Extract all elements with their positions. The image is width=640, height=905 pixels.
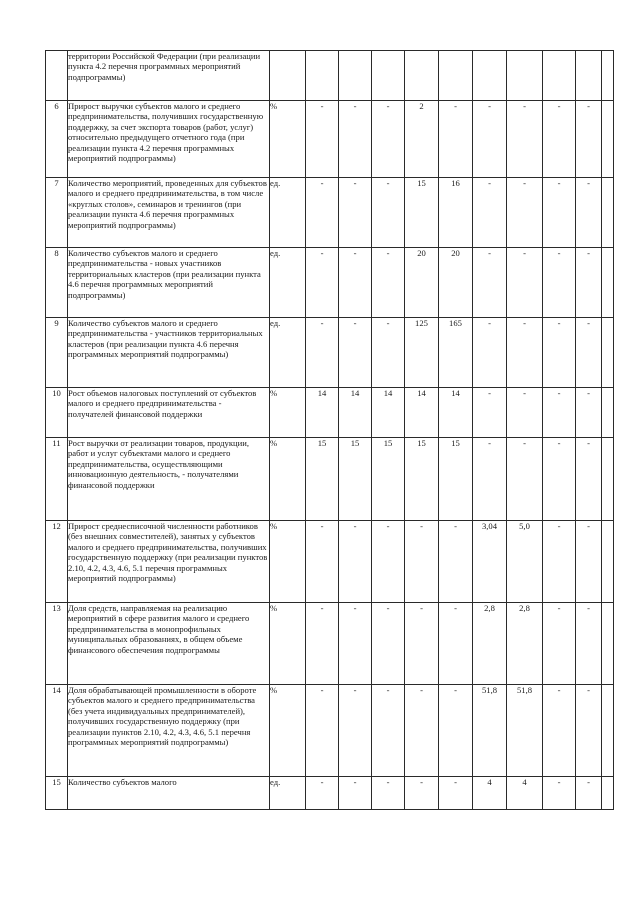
value-cell: - xyxy=(543,178,576,248)
value-cell: - xyxy=(473,248,507,318)
value-cell: - xyxy=(576,318,602,388)
value-cell: - xyxy=(543,603,576,685)
table-body xyxy=(46,51,614,810)
value-cell: - xyxy=(576,438,602,521)
value-cell: - xyxy=(306,603,339,685)
table-row xyxy=(46,318,614,388)
indicator-description: Рост объемов налоговых поступлений от субъектов малого и среднего предпринимательства - получателей финансовой поддержки xyxy=(68,388,270,438)
value-cell: - xyxy=(439,603,473,685)
unit-cell: ед. xyxy=(270,777,306,810)
value-cell: 4 xyxy=(507,777,543,810)
value-cell xyxy=(602,248,614,318)
value-cell xyxy=(602,603,614,685)
value-cell: - xyxy=(339,178,372,248)
value-cell: 16 xyxy=(439,178,473,248)
unit-cell: % xyxy=(270,388,306,438)
value-cell: - xyxy=(543,388,576,438)
row-number: 15 xyxy=(46,777,68,810)
value-cell xyxy=(602,178,614,248)
value-cell: - xyxy=(306,318,339,388)
value-cell xyxy=(439,51,473,101)
value-cell: - xyxy=(306,521,339,603)
value-cell: - xyxy=(372,178,405,248)
value-cell xyxy=(372,51,405,101)
value-cell: 14 xyxy=(405,388,439,438)
value-cell xyxy=(339,51,372,101)
value-cell xyxy=(602,101,614,178)
value-cell: - xyxy=(473,438,507,521)
value-cell xyxy=(507,51,543,101)
value-cell: - xyxy=(405,521,439,603)
value-cell: - xyxy=(339,521,372,603)
value-cell xyxy=(576,51,602,101)
table-row xyxy=(46,248,614,318)
row-number: 6 xyxy=(46,101,68,178)
value-cell: - xyxy=(473,388,507,438)
value-cell: - xyxy=(576,521,602,603)
value-cell: 51,8 xyxy=(473,685,507,777)
value-cell: - xyxy=(543,318,576,388)
row-number: 10 xyxy=(46,388,68,438)
value-cell: 14 xyxy=(339,388,372,438)
value-cell: 2,8 xyxy=(507,603,543,685)
value-cell: 20 xyxy=(405,248,439,318)
value-cell: - xyxy=(543,248,576,318)
value-cell: 51,8 xyxy=(507,685,543,777)
value-cell: 15 xyxy=(405,438,439,521)
value-cell: - xyxy=(339,318,372,388)
indicators-table xyxy=(45,50,614,810)
value-cell xyxy=(543,51,576,101)
value-cell xyxy=(602,388,614,438)
value-cell: - xyxy=(372,603,405,685)
value-cell: - xyxy=(306,685,339,777)
value-cell: - xyxy=(473,318,507,388)
value-cell: - xyxy=(576,777,602,810)
value-cell: 14 xyxy=(372,388,405,438)
indicator-description: Количество субъектов малого xyxy=(68,777,270,810)
value-cell: 15 xyxy=(405,178,439,248)
value-cell: - xyxy=(405,777,439,810)
value-cell: 20 xyxy=(439,248,473,318)
value-cell: 4 xyxy=(473,777,507,810)
table-row xyxy=(46,178,614,248)
value-cell: 3,04 xyxy=(473,521,507,603)
value-cell: - xyxy=(576,685,602,777)
row-number: 14 xyxy=(46,685,68,777)
value-cell: - xyxy=(372,248,405,318)
value-cell: - xyxy=(372,318,405,388)
value-cell: - xyxy=(507,101,543,178)
value-cell: - xyxy=(507,388,543,438)
value-cell: - xyxy=(507,178,543,248)
unit-cell: ед. xyxy=(270,248,306,318)
value-cell: - xyxy=(576,248,602,318)
indicator-description: Прирост среднесписочной численности работников (без внешних совместителей), занятых у субъектов малого и среднего предпринимательства, получивших государственную поддержку (при реализации пунктов 2.10, 4.2, 4.3, 4.6, 5.1 перечня программных мероприятий подпрограммы) xyxy=(68,521,270,603)
value-cell: - xyxy=(405,603,439,685)
row-number: 11 xyxy=(46,438,68,521)
value-cell: 125 xyxy=(405,318,439,388)
value-cell: 5,0 xyxy=(507,521,543,603)
value-cell: - xyxy=(339,685,372,777)
value-cell: - xyxy=(507,438,543,521)
value-cell: - xyxy=(543,438,576,521)
indicator-description: Доля обрабатывающей промышленности в обороте субъектов малого и среднего предпринимательства (без учета индивидуальных предпринимателей), получивших государственную поддержку (при реализации пунктов 2.10, 4.2, 4.3, 4.6, 5.1 перечня программных мероприятий подпрограммы) xyxy=(68,685,270,777)
value-cell: - xyxy=(372,685,405,777)
unit-cell: % xyxy=(270,438,306,521)
value-cell: - xyxy=(306,101,339,178)
value-cell xyxy=(602,521,614,603)
table-row xyxy=(46,388,614,438)
value-cell: 14 xyxy=(306,388,339,438)
value-cell: - xyxy=(543,101,576,178)
value-cell xyxy=(602,438,614,521)
indicator-description: Количество мероприятий, проведенных для субъектов малого и среднего предпринимательства, в том числе «круглых столов», семинаров и тренингов (при реализации пункта 4.6 перечня программных мероприятий подпрограммы) xyxy=(68,178,270,248)
unit-cell: % xyxy=(270,521,306,603)
value-cell: - xyxy=(543,521,576,603)
indicator-description: территории Российской Федерации (при реализации пункта 4.2 перечня программных мероприятий подпрограммы) xyxy=(68,51,270,101)
value-cell xyxy=(602,51,614,101)
value-cell: 15 xyxy=(339,438,372,521)
unit-cell xyxy=(270,51,306,101)
value-cell: - xyxy=(306,178,339,248)
value-cell: - xyxy=(507,318,543,388)
value-cell: - xyxy=(339,603,372,685)
value-cell: - xyxy=(306,248,339,318)
value-cell: - xyxy=(543,777,576,810)
row-number: 8 xyxy=(46,248,68,318)
row-number xyxy=(46,51,68,101)
table-row xyxy=(46,51,614,101)
unit-cell: ед. xyxy=(270,178,306,248)
indicator-description: Количество субъектов малого и среднего предпринимательства - участников территориальных кластеров (при реализации пункта 4.6 перечня программных мероприятий подпрограммы) xyxy=(68,318,270,388)
value-cell: - xyxy=(339,248,372,318)
table-row xyxy=(46,101,614,178)
value-cell: 2 xyxy=(405,101,439,178)
value-cell: - xyxy=(339,777,372,810)
unit-cell: % xyxy=(270,603,306,685)
value-cell: 15 xyxy=(372,438,405,521)
value-cell: 14 xyxy=(439,388,473,438)
indicator-description: Доля средств, направляемая на реализацию мероприятий в сфере развития малого и среднего предпринимательства в монопрофильных муниципальных образованиях, в общем объеме финансового обеспечения подпрограммы xyxy=(68,603,270,685)
value-cell: - xyxy=(576,101,602,178)
value-cell: - xyxy=(439,777,473,810)
indicator-description: Прирост выручки субъектов малого и среднего предпринимательства, получивших государственную поддержку, за счет экспорта товаров (работ, услуг) относительно предыдущего отчетного года (при реализации пункта 4.2 перечня программных мероприятий подпрограммы) xyxy=(68,101,270,178)
value-cell xyxy=(306,51,339,101)
value-cell xyxy=(473,51,507,101)
value-cell xyxy=(602,777,614,810)
value-cell: - xyxy=(339,101,372,178)
value-cell: - xyxy=(405,685,439,777)
row-number: 7 xyxy=(46,178,68,248)
value-cell: - xyxy=(372,521,405,603)
value-cell: 15 xyxy=(306,438,339,521)
value-cell xyxy=(602,685,614,777)
value-cell: 165 xyxy=(439,318,473,388)
table-row xyxy=(46,777,614,810)
value-cell xyxy=(405,51,439,101)
value-cell: - xyxy=(372,101,405,178)
value-cell: - xyxy=(576,388,602,438)
value-cell xyxy=(602,318,614,388)
value-cell: 15 xyxy=(439,438,473,521)
value-cell: - xyxy=(473,101,507,178)
unit-cell: % xyxy=(270,685,306,777)
table-row xyxy=(46,685,614,777)
table-row xyxy=(46,521,614,603)
value-cell: - xyxy=(439,521,473,603)
value-cell: - xyxy=(507,248,543,318)
row-number: 13 xyxy=(46,603,68,685)
value-cell: - xyxy=(473,178,507,248)
value-cell: - xyxy=(372,777,405,810)
value-cell: - xyxy=(576,603,602,685)
indicator-description: Рост выручки от реализации товаров, продукции, работ и услуг субъектами малого и среднего предпринимательства, осуществляющими инновационную деятельность, - получателями финансовой поддержки xyxy=(68,438,270,521)
value-cell: - xyxy=(439,101,473,178)
value-cell: - xyxy=(576,178,602,248)
value-cell: - xyxy=(306,777,339,810)
row-number: 9 xyxy=(46,318,68,388)
value-cell: 2,8 xyxy=(473,603,507,685)
unit-cell: ед. xyxy=(270,318,306,388)
unit-cell: % xyxy=(270,101,306,178)
value-cell: - xyxy=(439,685,473,777)
table-row xyxy=(46,438,614,521)
row-number: 12 xyxy=(46,521,68,603)
indicator-description: Количество субъектов малого и среднего предпринимательства - новых участников территориальных кластеров (при реализации пункта 4.6 перечня программных мероприятий подпрограммы) xyxy=(68,248,270,318)
table-row xyxy=(46,603,614,685)
value-cell: - xyxy=(543,685,576,777)
